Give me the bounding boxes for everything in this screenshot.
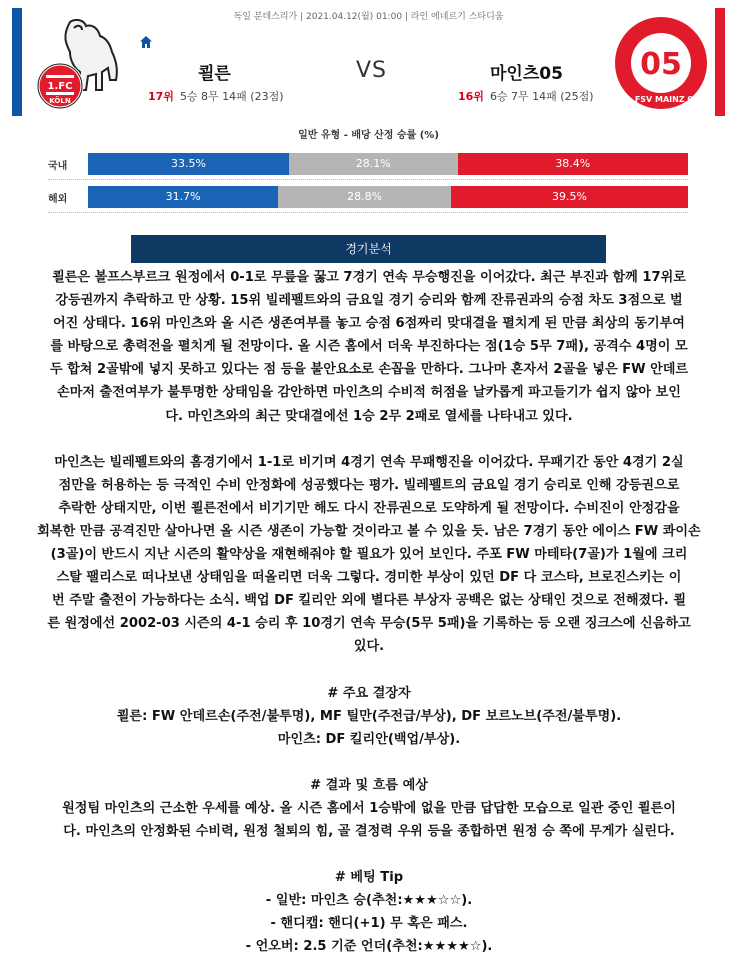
home-team-stats: 5승 8무 14패 (23점) (179, 90, 284, 103)
svg-text:1.FC: 1.FC (47, 81, 73, 92)
home-win-segment: 31.7% (88, 186, 278, 208)
article-line: - 언오버: 2.5 기준 언더(추천:★★★★☆). (245, 939, 493, 955)
svg-text:1. FSV MAINZ 05: 1. FSV MAINZ 05 (623, 95, 699, 104)
away-win-segment: 39.5% (451, 186, 688, 208)
away-team-rank: 16위 (458, 90, 484, 103)
paragraph-gap (8, 428, 730, 451)
article-line: 쾰른은 볼프스부르크 원정에서 0-1로 무릎을 꿇고 7경기 연속 무승행진을 이어갔다. 최근 부진과 함께 17위로 (52, 270, 686, 285)
divider (48, 179, 688, 180)
home-win-segment: 33.5% (88, 153, 289, 175)
article-line: 점만을 허용하는 등 극적인 수비 안정화에 성공했다는 평가. 빌레펠트의 금요일 경기 승리로 인해 강등권으로 (58, 477, 680, 493)
article-line: 른 원정에선 2002-03 시즌의 4-1 승리 후 10경기 연속 무승(5무 5패)을 기록하는 등 오랜 징크스에 신음하고 (47, 616, 691, 632)
away-color-bar (715, 8, 725, 116)
away-team-name: 마인츠05 (490, 64, 563, 84)
divider (48, 212, 688, 213)
article-line: 를 바탕으로 총력전을 펼치게 될 전망이다. 올 시즌 홈에서 더욱 부진하다는 점(1승 5무 7패), 공격수 4명이 모 (50, 339, 688, 355)
article-line: 다. 마인츠의 안정화된 수비력, 원정 철퇴의 힘, 골 결정력 우위 등을 종합하면 원정 승 쪽에 무게가 실린다. (63, 823, 675, 839)
probability-bar (88, 186, 688, 208)
home-team-name: 쾰른 (198, 64, 231, 84)
home-team-logo (30, 14, 128, 112)
analysis-title: 경기분석 (131, 235, 606, 263)
vs-label: VS (356, 58, 388, 83)
article-line: 다. 마인츠와의 최근 맞대결에선 1승 2무 2패로 열세를 나타내고 있다. (165, 408, 573, 424)
article-line: 있다. (353, 639, 385, 655)
paragraph-gap (8, 659, 730, 682)
away-win-segment: 38.4% (458, 153, 688, 175)
svg-text:KÖLN: KÖLN (49, 97, 71, 105)
probability-row-overseas (48, 186, 688, 208)
article-line: - 핸디캡: 핸디(+1) 무 혹은 패스. (270, 916, 468, 932)
home-team-record (148, 88, 284, 104)
article-line: 쾰른: FW 안데르손(주전/불투명), MF 틸만(주전급/부상), DF 보르노브(주전/불투명). (116, 708, 622, 724)
article-line: # 베팅 Tip (334, 870, 404, 886)
article-line: # 결과 및 흐름 예상 (310, 777, 428, 793)
article-line: 마인츠: DF 킬리안(백업/부상). (277, 731, 461, 747)
article-line: 어진 상태다. 16위 마인츠와 올 시즌 생존여부를 놓고 승점 6점짜리 맞대결을 펼치게 된 만큼 최상의 동기부여 (53, 316, 685, 332)
probability-title: 일반 유형 - 배당 산정 승률 (%) (298, 130, 439, 141)
article-line: 원정팀 마인츠의 근소한 우세를 예상. 올 시즌 홈에서 1승밖에 없을 만큼 답답한 모습으로 일관 중인 쾰른이 (62, 800, 676, 816)
analysis-article (8, 266, 730, 958)
match-meta: 독일 분데스리가 | 2021.04.12(월) 01:00 | 라인 에네르기 스타디움 (233, 12, 504, 22)
article-line: 두 합쳐 2골밖에 넣지 못하고 있다는 점 등을 불안요소로 손꼽을 만하다. 그나마 혼자서 2골을 넣은 FW 안데르 (49, 362, 689, 378)
article-line: 마인츠는 빌레펠트와의 홈경기에서 1-1로 비기며 4경기 연속 무패행진을 이어갔다. 무패기간 동안 4경기 2실 (54, 454, 684, 470)
probability-bar (88, 153, 688, 175)
article-line: 손마저 출전여부가 불투명한 상태임을 감안하면 마인츠의 수비적 허점을 날카롭게 파고들기가 쉽지 않아 보인 (57, 385, 681, 401)
svg-text:05: 05 (640, 47, 682, 82)
away-team-logo (612, 14, 710, 112)
home-team-rank: 17위 (148, 90, 174, 103)
away-team-stats: 6승 7무 14패 (25점) (489, 90, 594, 103)
article-line: 강등권까지 추락하고 만 상황. 15위 빌레펠트와의 금요일 경기 승리와 함께 잔류권과의 승점 차도 3점으로 벌 (55, 293, 683, 309)
probability-row-domestic (48, 153, 688, 175)
away-team-record (458, 88, 594, 104)
article-line: 번 주말 출전이 가능하다는 소식. 백업 DF 킬리안 외에 별다른 부상자 공백은 없는 상태인 것으로 전해졌다. 쾰 (52, 593, 686, 609)
article-line: 추락한 상태지만, 이번 쾰른전에서 비기기만 해도 다시 잔류권으로 도약하게 될 전망이다. 수비진이 안정감을 (58, 500, 680, 516)
article-line: (3골)이 반드시 지난 시즌의 활약상을 재현해줘야 할 필요가 있어 보인다. 주포 FW 마테타(7골)가 1월에 크리 (50, 547, 688, 563)
draw-segment: 28.1% (289, 153, 458, 175)
probability-row-label: 국내 (48, 161, 68, 172)
home-color-bar (12, 8, 22, 116)
home-icon (139, 35, 153, 49)
article-line: - 일반: 마인츠 승(추천:★★★☆☆). (265, 893, 473, 909)
article-line: 회복한 만큼 공격진만 살아나면 올 시즌 생존이 가능할 것이라고 볼 수 있을 듯. 남은 7경기 동안 에이스 FW 콰이손 (37, 523, 701, 539)
match-header (0, 0, 737, 118)
article-line: 스탈 팰리스로 떠나보낸 상태임을 떠올리면 더욱 그렇다. 경미한 부상이 있던 DF 다 코스타, 브로진스키는 이 (56, 570, 682, 586)
article-line: # 주요 결장자 (327, 685, 411, 701)
draw-segment: 28.8% (278, 186, 451, 208)
probability-row-label: 해외 (48, 194, 68, 205)
paragraph-gap (8, 751, 730, 774)
paragraph-gap (8, 843, 730, 866)
